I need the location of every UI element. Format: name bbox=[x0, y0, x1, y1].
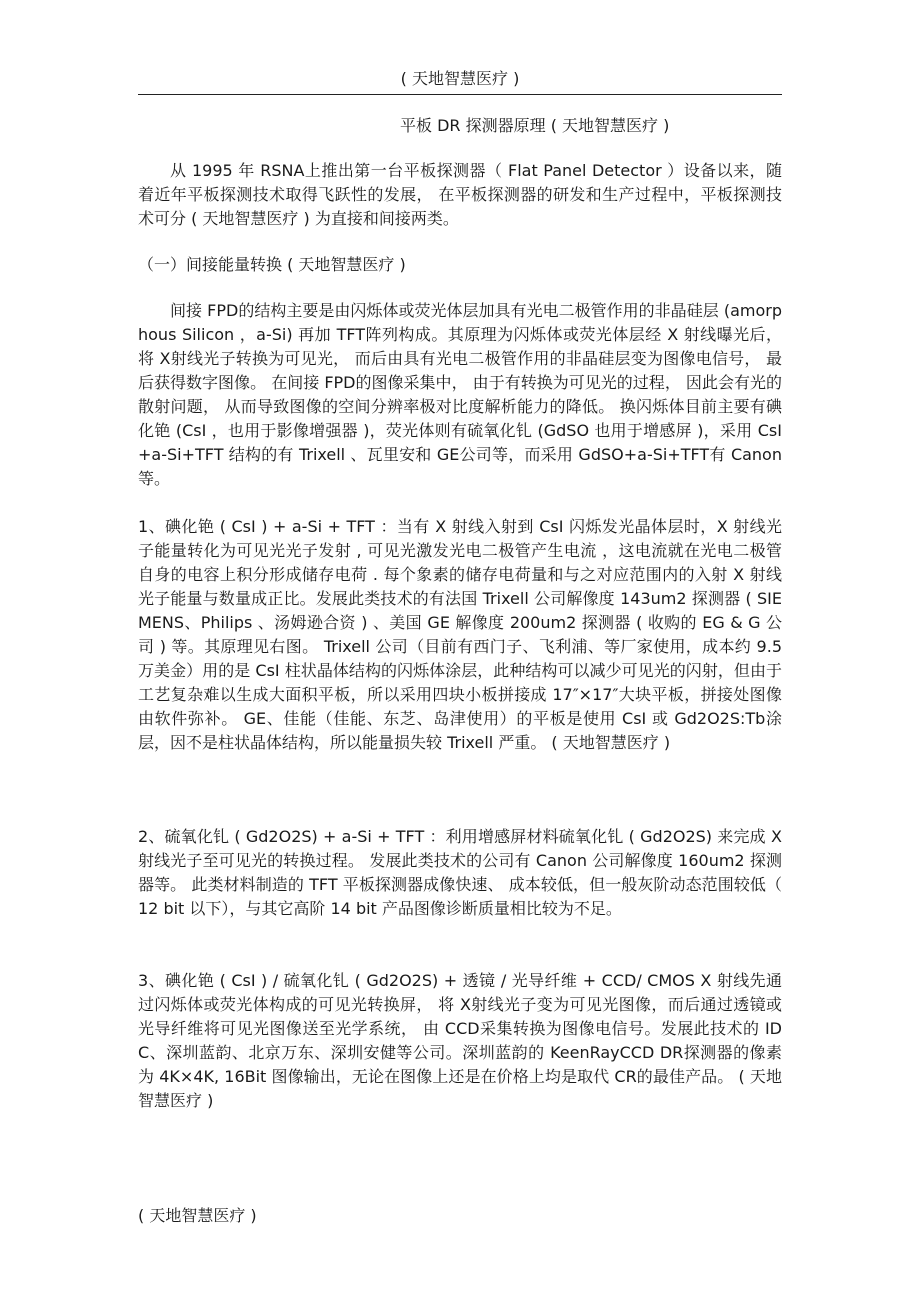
indirect-paragraph: 间接 FPD的结构主要是由闪烁体或荧光体层加具有光电二极管作用的非晶硅层 (amorphous Silicon ，a-Si) 再加 TFT阵列构成。其原理为闪烁体或荧光体层经 X 射线曝光后， 将 X射线光子转换为可见光， 而后由具有光电二极管作用的非晶硅层变为图像电信号， 最后获得数字图像。 在间接 FPD的图像采集中， 由于有转换为可见光的过程， 因此会有光的散射问题， 从而导致图像的空间分辨率极对比度解析能力的降低。 换闪烁体目前主要有碘化铯 (CsI ，也用于影像增强器 )，荧光体则有硫氧化钆 (GdSO 也用于增感屏 )，采用 CsI+a-Si+TFT 结构的有 Trixell 、瓦里安和 GE公司等，而采用 GdSO+a-Si+TFT有 Canon等。 bbox=[138, 301, 782, 488]
document-title: 平板 DR 探测器原理 ( 天地智慧医疗 ) bbox=[400, 116, 670, 135]
page-footer: ( 天地智慧医疗 ) bbox=[138, 1206, 257, 1225]
header-divider bbox=[138, 94, 782, 95]
section-heading-indirect: （一）间接能量转换 ( 天地智慧医疗 ) bbox=[138, 255, 406, 274]
intro-paragraph: 从 1995 年 RSNA上推出第一台平板探测器（ Flat Panel Detector ）设备以来，随着近年平板探测技术取得飞跃性的发展， 在平板探测器的研发和生产过程中，平板探测技术可分 ( 天地智慧医疗 ) 为直接和间接两类。 bbox=[138, 161, 782, 228]
item-2-gd2o2s-asi-tft: 2、硫氧化钆 ( Gd2O2S) + a-Si + TFT ：利用增感屏材料硫氧化钆 ( Gd2O2S) 来完成 X 射线光子至可见光的转换过程。 发展此类技术的公司有 Canon 公司解像度 160um2 探测器等。 此类材料制造的 TFT 平板探测器成像快速、 成本较低，但一般灰阶动态范围较低（ 12 bit 以下），与其它高阶 14 bit 产品图像诊断质量相比较为不足。 bbox=[138, 827, 782, 918]
item-3-csi-ccd-cmos: 3、碘化铯 ( CsI ) / 硫氧化钆 ( Gd2O2S) + 透镜 / 光导纤维 + CCD/ CMOS X 射线先通过闪烁体或荧光体构成的可见光转换屏， 将 X射线光子变为可见光图像，而后通过透镜或光导纤维将可见光图像送至光学系统， 由 CCD采集转换为图像电信号。发展此技术的 IDC、深圳蓝韵、北京万东、深圳安健等公司。深圳蓝韵的 KeenRayCCD DR探测器的像素为 4K×4K, 16Bit 图像输出，无论在图像上还是在价格上均是取代 CR的最佳产品。 ( 天地智慧医疗 ) bbox=[138, 971, 782, 1110]
page-header: ( 天地智慧医疗 ) bbox=[400, 69, 520, 88]
item-1-csi-asi-tft: 1、碘化铯 ( CsI ) + a-Si + TFT ：当有 X 射线入射到 CsI 闪烁发光晶体层时，X 射线光子能量转化为可见光光子发射 , 可见光激发光电二极管产生电流 ，这电流就在光电二极管自身的电容上积分形成储存电荷 . 每个象素的储存电荷量和与之对应范围内的入射 X 射线光子能量与数量成正比。发展此类技术的有法国 Trixell 公司解像度 143um2 探测器 ( SIEMENS、Philips 、汤姆逊合资 ) 、美国 GE 解像度 200um2 探测器 ( 收购的 EG & G 公司 ) 等。其原理见右图。 Trixell 公司（目前有西门子、飞利浦、等厂家使用，成本约 9.5 万美金）用的是 CsI 柱状晶体结构的闪烁体涂层，此种结构可以减少可见光的闪射，但由于工艺复杂难以生成大面积平板，所以采用四块小板拼接成 17″×17″大块平板，拼接处图像由软件弥补。 GE、佳能（佳能、东芝、岛津使用）的平板是使用 CsI 或 Gd2O2S:Tb涂层，因不是柱状晶体结构，所以能量损失较 Trixell 严重。 ( 天地智慧医疗 ) bbox=[138, 517, 782, 752]
